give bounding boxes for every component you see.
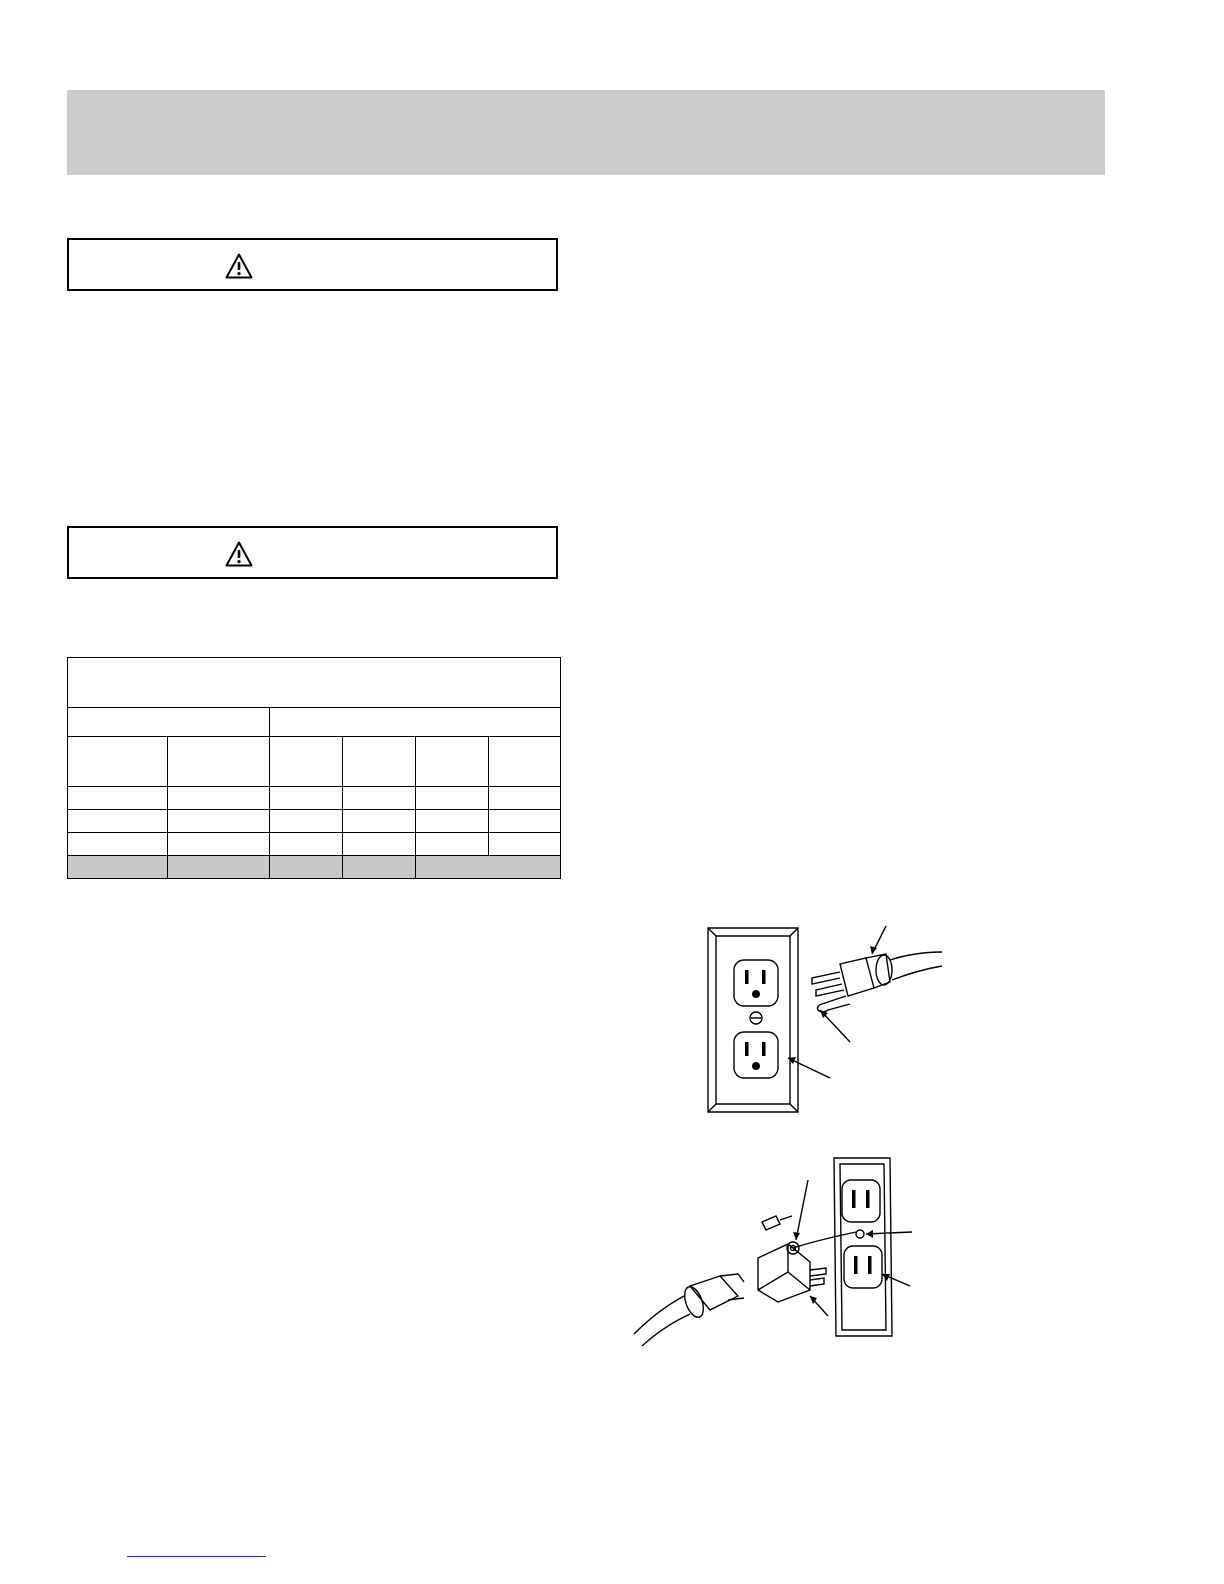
table-cell [270,856,343,879]
table-group-header [270,708,561,737]
grounded-plug-outlet-illustration [690,918,960,1128]
table-group-header [68,708,270,737]
warning-box-1 [67,238,558,291]
table-cell [68,787,168,810]
table-cell [168,833,270,856]
section-header-band [67,90,1105,175]
table-column-header [270,737,343,787]
table-title [68,658,561,708]
table-column-header [68,737,168,787]
table-row [68,810,561,833]
table-cell [68,833,168,856]
table-column-header [343,737,416,787]
table-cell [416,833,489,856]
table-cell [270,810,343,833]
table-row [68,833,561,856]
table-cell [489,833,561,856]
table-cell [168,787,270,810]
table-cell [489,810,561,833]
page-link-underline [127,1556,266,1557]
table-column-header [416,737,489,787]
table-cell [343,787,416,810]
table-cell [343,833,416,856]
table-cell [168,856,270,879]
table-row [68,787,561,810]
table-cell [270,787,343,810]
warning-box-2 [67,526,558,579]
warning-triangle-icon [225,541,253,567]
grounding-adapter-outlet-illustration [628,1150,918,1350]
table-cell [416,810,489,833]
table-cell [270,833,343,856]
table-column-header [489,737,561,787]
table-cell [343,810,416,833]
table-cell [416,787,489,810]
table-row-shaded [68,856,561,879]
extension-cord-table [67,657,561,879]
table-cell [416,856,561,879]
table-cell [68,810,168,833]
table-cell [489,787,561,810]
table-column-header [168,737,270,787]
table-cell [343,856,416,879]
table-cell [168,810,270,833]
table-cell [68,856,168,879]
warning-triangle-icon [225,253,253,279]
